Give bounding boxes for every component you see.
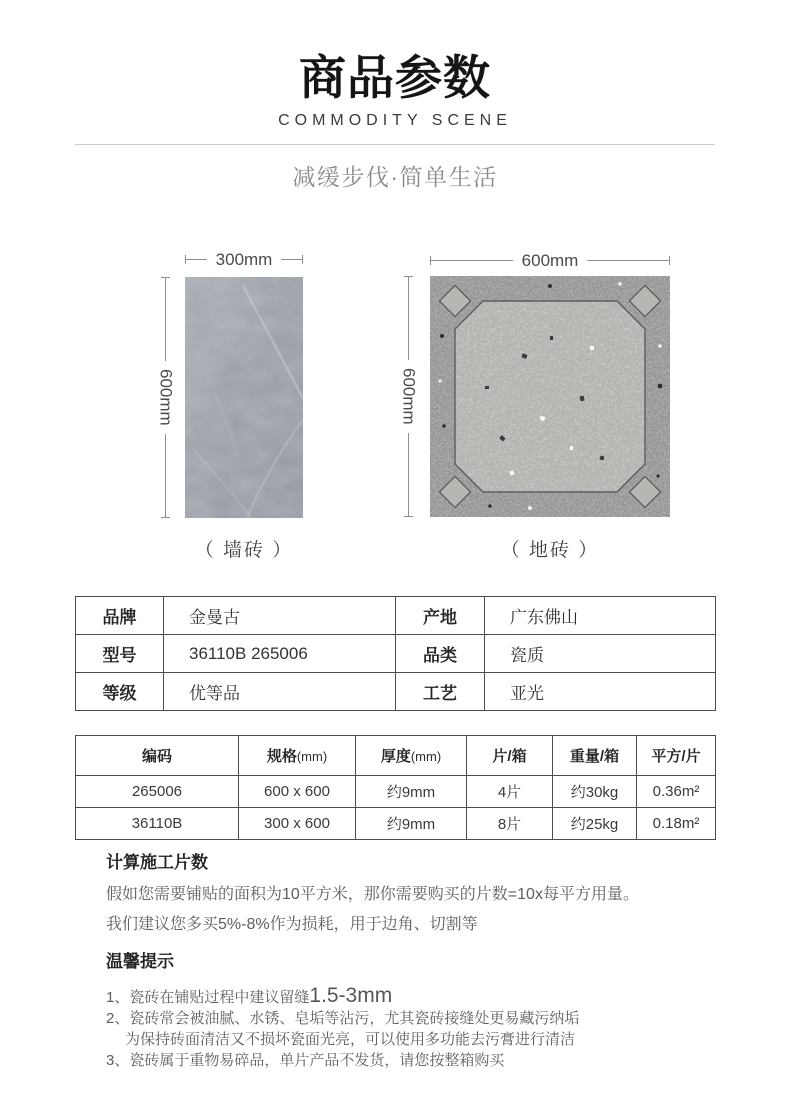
dimension-tick [302, 255, 303, 264]
spec-table-row [76, 808, 716, 840]
floor-tile-image [430, 276, 670, 517]
tips-section [106, 952, 726, 1072]
tagline: 减缓步伐·简单生活 [292, 164, 498, 190]
floor-tile-height-label: 600mm [399, 368, 419, 425]
floor-tile-width-label: 600mm [521, 251, 579, 270]
header [0, 51, 790, 190]
floor-tile-height-dimension [399, 276, 419, 517]
wall-tile-image [185, 277, 303, 518]
wall-tile-width-dimension [185, 252, 303, 267]
info-value-category: 瓷质 [485, 635, 716, 673]
tip-item-1: 1、瓷砖在铺贴过程中建议留缝1.5-3mm [106, 984, 393, 1007]
spec-cell: 0.36m² [637, 776, 716, 808]
spec-cell: 265006 [76, 776, 239, 808]
spec-header-weight-per-box: 重量/箱 [553, 736, 637, 776]
info-value-finish: 亚光 [485, 673, 716, 711]
dimension-line [587, 260, 669, 261]
product-spec-table [75, 735, 716, 840]
info-value-grade: 优等品 [164, 673, 396, 711]
spec-cell: 600 x 600 [239, 776, 356, 808]
floor-tile-width-dimension [430, 253, 670, 268]
spec-header-area-per-piece: 平方/片 [637, 736, 716, 776]
page-title: 商品参数 [299, 51, 491, 104]
spec-cell: 300 x 600 [239, 808, 356, 840]
spec-cell: 约30kg [553, 776, 637, 808]
tip-gap-size-highlight: 1.5-3mm [309, 984, 393, 1007]
calculation-line-2: 我们建议您多买5%-8%作为损耗，用于边角、切割等 [106, 916, 478, 933]
wall-tile-height-dimension [156, 277, 176, 518]
info-table-row [76, 673, 716, 711]
info-label-brand: 品牌 [76, 597, 164, 635]
info-value-brand: 金曼古 [164, 597, 396, 635]
tips-list [106, 985, 726, 1070]
dimension-tick [669, 256, 670, 265]
dimension-line [408, 433, 409, 516]
info-table-row [76, 635, 716, 673]
tip-item-3: 3、瓷砖属于重物易碎品，单片产品不发货，请您按整箱购买 [106, 1052, 505, 1069]
spec-cell: 4片 [467, 776, 553, 808]
info-label-grade: 等级 [76, 673, 164, 711]
tips-heading: 温馨提示 [106, 952, 174, 971]
spec-table-row [76, 776, 716, 808]
info-label-model: 型号 [76, 635, 164, 673]
info-label-category: 品类 [396, 635, 485, 673]
spec-cell: 8片 [467, 808, 553, 840]
calculation-section [106, 853, 726, 937]
wall-tile-caption: （ 墙砖 ） [194, 540, 294, 561]
tip-item-2: 2、瓷砖常会被油腻、水锈、皂垢等沾污，尤其瓷砖接缝处更易藏污纳垢 [106, 1010, 580, 1027]
info-value-origin: 广东佛山 [485, 597, 716, 635]
dimension-line [165, 278, 166, 361]
wall-tile-height-label: 600mm [156, 369, 176, 426]
dimension-tick [161, 517, 170, 518]
spec-header-code: 编码 [76, 736, 239, 776]
dimension-line [165, 434, 166, 517]
info-label-origin: 产地 [396, 597, 485, 635]
product-info-table [75, 596, 716, 711]
spec-header-size: 规格(mm) [239, 736, 356, 776]
tip-item-2-continued: 为保持砖面清洁又不损坏瓷面光亮，可以使用多功能去污膏进行清洁 [125, 1031, 576, 1048]
dimension-tick [404, 516, 413, 517]
dimension-line [431, 260, 513, 261]
dimension-line [281, 259, 302, 260]
dimension-line [408, 277, 409, 360]
spec-header-thickness: 厚度(mm) [356, 736, 467, 776]
calculation-line-1: 假如您需要铺贴的面积为10平方米，那你需要购买的片数=10x每平方用量。 [106, 886, 639, 903]
spec-table-header-row [76, 736, 716, 776]
spec-cell: 约25kg [553, 808, 637, 840]
calculation-heading: 计算施工片数 [106, 853, 208, 872]
spec-header-pieces-per-box: 片/箱 [467, 736, 553, 776]
spec-cell: 约9mm [356, 776, 467, 808]
info-table-row [76, 597, 716, 635]
info-label-finish: 工艺 [396, 673, 485, 711]
spec-cell: 36110B [76, 808, 239, 840]
wall-tile-width-label: 300mm [215, 250, 273, 269]
header-divider [75, 144, 715, 145]
page-subtitle: COMMODITY SCENE [278, 112, 512, 129]
info-value-model: 36110B 265006 [164, 635, 396, 673]
floor-tile-caption: （ 地砖 ） [500, 540, 600, 561]
spec-cell: 0.18m² [637, 808, 716, 840]
spec-cell: 约9mm [356, 808, 467, 840]
dimension-line [186, 259, 207, 260]
